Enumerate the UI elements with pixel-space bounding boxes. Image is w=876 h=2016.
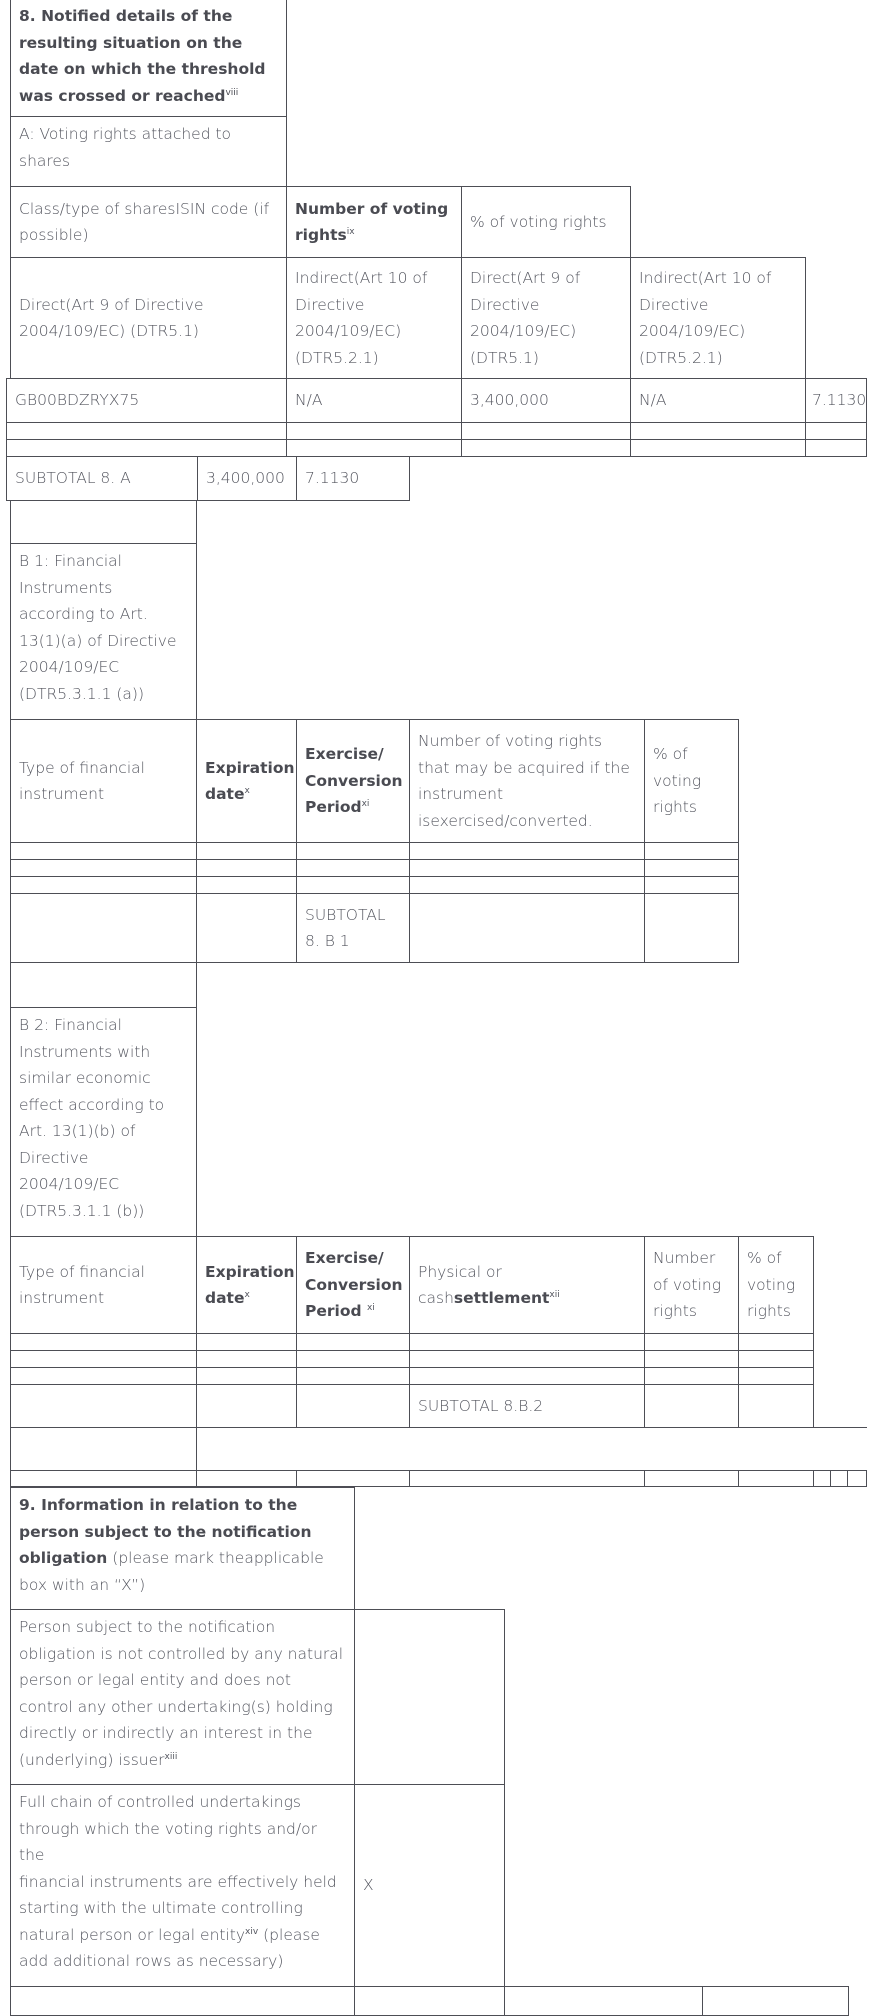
empty-cell bbox=[644, 1350, 739, 1368]
empty-cell bbox=[644, 842, 739, 860]
empty-cell bbox=[805, 439, 867, 457]
section-9-title-note: (please mark theapplicable box with an “X”) bbox=[19, 1549, 324, 1594]
header-text: % of voting rights bbox=[747, 1249, 796, 1321]
option-text: financial instruments are effectively held starting with the ultimate controlling natural person or legal entity bbox=[19, 1872, 337, 1944]
empty-cell bbox=[196, 1333, 297, 1351]
b2-header-percent bbox=[738, 1236, 814, 1334]
header-class-type bbox=[10, 186, 287, 258]
footnote-ref: xiv bbox=[245, 1926, 259, 1937]
empty-cell bbox=[630, 439, 806, 457]
subtotal-8b2-percent bbox=[738, 1384, 814, 1428]
subtotal-label: SUBTOTAL 8.B.2 bbox=[418, 1396, 544, 1415]
footnote-ref: xiii bbox=[164, 1751, 178, 1762]
header-text: Type of financial instrument bbox=[19, 1262, 145, 1307]
divider bbox=[196, 1427, 867, 1471]
empty-cell bbox=[644, 859, 739, 877]
section-8-title bbox=[10, 0, 287, 117]
empty-cell bbox=[296, 842, 410, 860]
header-percent-voting-rights bbox=[461, 186, 631, 258]
header-text: Direct(Art 9 of Directive 2004/109/EC) (DTR5.1) bbox=[470, 269, 581, 367]
empty-cell bbox=[644, 1367, 739, 1385]
subtotal-value: 3,400,000 bbox=[206, 469, 285, 488]
option-not-controlled-checkbox[interactable] bbox=[354, 1609, 505, 1785]
footnote-ref: xi bbox=[361, 799, 370, 810]
b2-header-number bbox=[644, 1236, 739, 1334]
section-9-title bbox=[10, 1486, 355, 1610]
empty-cell bbox=[738, 1367, 814, 1385]
blank-area bbox=[286, 0, 876, 187]
empty-cell bbox=[644, 1333, 739, 1351]
cell-indirect-percent bbox=[630, 378, 806, 423]
header-indirect-number bbox=[286, 257, 462, 379]
header-text: Exercise/ Conversion Period bbox=[305, 745, 403, 817]
empty-cell bbox=[461, 422, 631, 440]
empty-cell bbox=[630, 422, 806, 440]
cell-value: 3,400,000 bbox=[470, 391, 549, 410]
b1-header-type bbox=[10, 719, 197, 843]
checkbox-mark: X bbox=[363, 1876, 374, 1895]
empty-cell bbox=[461, 439, 631, 457]
section-9-title-text: 9. Information in relation to the person subject to the notification obligation bbox=[19, 1496, 312, 1567]
header-text: settlement bbox=[453, 1289, 550, 1307]
empty-cell bbox=[6, 422, 287, 440]
footnote-ref: ix bbox=[346, 226, 355, 237]
empty-cell bbox=[6, 439, 287, 457]
empty-cell bbox=[738, 1350, 814, 1368]
option-text: Full chain of controlled undertakings through which the voting rights and/or the bbox=[19, 1793, 317, 1864]
header-text: Expiration date bbox=[205, 1262, 295, 1307]
empty-cell bbox=[196, 1350, 297, 1368]
divider bbox=[196, 543, 213, 720]
empty-cell bbox=[10, 500, 197, 544]
empty-cell bbox=[10, 1333, 197, 1351]
b1-header-number bbox=[409, 719, 645, 843]
header-text: Type of financial instrument bbox=[19, 758, 145, 803]
option-text: Person subject to the notification obligation is not controlled by any natural person or legal entity and does not control any other undertaking(s) holding directly or indirectly an interest in the (underlying) issuer bbox=[19, 1618, 344, 1769]
empty-cell bbox=[10, 1470, 197, 1487]
divider bbox=[196, 500, 410, 544]
header-text: Class/type of sharesISIN code (if possible) bbox=[19, 199, 270, 244]
option-not-controlled bbox=[10, 1609, 355, 1785]
header-text: Exercise/ Conversion Period bbox=[305, 1249, 403, 1321]
subsection-b2-label bbox=[10, 1007, 197, 1237]
section-8a-label bbox=[10, 116, 287, 187]
empty-cell bbox=[286, 439, 462, 457]
option-full-chain bbox=[10, 1784, 355, 1987]
empty-cell bbox=[847, 1470, 867, 1487]
empty-cell bbox=[10, 1350, 197, 1368]
empty-cell bbox=[409, 859, 645, 877]
footnote-ref: xii bbox=[549, 1289, 560, 1300]
empty-cell bbox=[196, 876, 297, 894]
cell-value: N/A bbox=[639, 391, 667, 410]
header-text: Indirect(Art 10 of Directive 2004/109/EC) (DTR5.2.1) bbox=[295, 269, 428, 367]
empty-cell bbox=[286, 422, 462, 440]
subtotal-8a-number bbox=[197, 456, 297, 501]
footnote-ref: viii bbox=[225, 87, 239, 98]
empty-cell bbox=[196, 1384, 297, 1428]
header-direct-number bbox=[10, 257, 287, 379]
empty-cell bbox=[196, 842, 297, 860]
subsection-b1-label bbox=[10, 543, 197, 720]
subtotal-8a-label bbox=[6, 456, 198, 501]
empty-cell bbox=[296, 1384, 410, 1428]
empty-cell bbox=[504, 1986, 703, 2016]
footnote-ref: x bbox=[244, 785, 250, 796]
empty-cell bbox=[10, 876, 197, 894]
subtotal-8b1-number bbox=[409, 893, 645, 963]
empty-cell bbox=[830, 1470, 848, 1487]
cell-value: N/A bbox=[295, 391, 323, 410]
empty-cell bbox=[196, 1367, 297, 1385]
empty-cell bbox=[10, 1384, 197, 1428]
empty-cell bbox=[10, 1367, 197, 1385]
header-text: Number of voting rights bbox=[653, 1249, 722, 1321]
subtotal-8a-percent bbox=[296, 456, 410, 501]
empty-cell bbox=[196, 893, 297, 963]
empty-cell bbox=[296, 1350, 410, 1368]
empty-cell bbox=[10, 893, 197, 963]
cell-isin bbox=[6, 378, 287, 423]
empty-cell bbox=[738, 1470, 814, 1487]
subsection-label-text: B 1: Financial Instruments according to Art. 13(1)(a) of Directive 2004/109/EC (DTR5.3.1.1 (a)) bbox=[19, 552, 177, 703]
subtotal-8b1-percent bbox=[644, 893, 739, 963]
subtotal-label: SUBTOTAL 8. B 1 bbox=[305, 905, 386, 950]
empty-cell bbox=[10, 842, 197, 860]
subtotal-value: 7.1130 bbox=[305, 469, 360, 488]
b1-header-exercise bbox=[296, 719, 410, 843]
empty-cell bbox=[296, 1470, 410, 1487]
empty-cell bbox=[409, 1367, 645, 1385]
header-text: Number of voting rights bbox=[295, 199, 449, 244]
option-full-chain-checkbox[interactable] bbox=[354, 1784, 505, 1987]
empty-cell bbox=[409, 876, 645, 894]
footnote-ref: xi bbox=[366, 1303, 375, 1314]
header-text: % of voting rights bbox=[470, 212, 607, 231]
empty-cell bbox=[702, 1986, 849, 2016]
isin-value: GB00BDZRYX75 bbox=[15, 391, 140, 410]
empty-cell bbox=[10, 1427, 197, 1471]
header-text: Direct(Art 9 of Directive 2004/109/EC) (DTR5.1) bbox=[19, 295, 204, 340]
empty-cell bbox=[196, 859, 297, 877]
b1-header-expiration bbox=[196, 719, 297, 843]
subsection-a-label: A: Voting rights attached to shares bbox=[19, 125, 232, 170]
empty-cell bbox=[10, 962, 197, 1008]
empty-cell bbox=[296, 876, 410, 894]
cell-direct-percent bbox=[461, 378, 631, 423]
header-indirect-percent bbox=[630, 257, 806, 379]
header-number-voting-rights bbox=[286, 186, 462, 258]
b2-header-settlement bbox=[409, 1236, 645, 1334]
b2-header-expiration bbox=[196, 1236, 297, 1334]
subtotal-8b2-label bbox=[409, 1384, 645, 1428]
empty-cell bbox=[409, 1333, 645, 1351]
empty-cell bbox=[805, 422, 867, 440]
empty-cell bbox=[354, 1986, 505, 2016]
empty-cell bbox=[296, 1333, 410, 1351]
subtotal-8b1-label bbox=[296, 893, 410, 963]
header-text: % of voting rights bbox=[653, 745, 702, 817]
header-text: Physical or cash bbox=[418, 1262, 502, 1307]
cell-value: 7.1130 bbox=[812, 391, 867, 410]
empty-cell bbox=[10, 859, 197, 877]
header-text: Indirect(Art 10 of Directive 2004/109/EC) (DTR5.2.1) bbox=[639, 269, 772, 367]
subtotal-label: SUBTOTAL 8. A bbox=[15, 469, 131, 488]
option-text: (please add additional rows as necessary) bbox=[19, 1925, 320, 1970]
header-direct-percent bbox=[461, 257, 631, 379]
cell-indirect-number bbox=[286, 378, 462, 423]
empty-cell bbox=[644, 876, 739, 894]
footnote-ref: x bbox=[244, 1289, 250, 1300]
empty-cell bbox=[409, 1470, 645, 1487]
section-8-title-text: 8. Notified details of the resulting situation on the date on which the threshold was crossed or reached bbox=[19, 7, 266, 105]
subtotal-8b2-number bbox=[644, 1384, 739, 1428]
cell-extra-percent bbox=[805, 378, 867, 423]
b2-header-type bbox=[10, 1236, 197, 1334]
empty-cell bbox=[813, 1470, 831, 1487]
b1-header-percent bbox=[644, 719, 739, 843]
empty-cell bbox=[409, 842, 645, 860]
empty-cell bbox=[296, 859, 410, 877]
empty-cell bbox=[644, 1470, 739, 1487]
header-text: Number of voting rights that may be acquired if the instrument isexercised/converted. bbox=[418, 732, 630, 830]
subsection-label-text: B 2: Financial Instruments with similar economic effect according to Art. 13(1)(b) of Directive 2004/109/EC (DTR5.3.1.1 (b)) bbox=[19, 1016, 165, 1220]
empty-cell bbox=[409, 1350, 645, 1368]
header-text: Expiration date bbox=[205, 758, 295, 803]
empty-cell bbox=[738, 1333, 814, 1351]
empty-cell bbox=[296, 1367, 410, 1385]
empty-cell bbox=[10, 1986, 355, 2016]
empty-cell bbox=[196, 1470, 297, 1487]
b2-header-exercise bbox=[296, 1236, 410, 1334]
